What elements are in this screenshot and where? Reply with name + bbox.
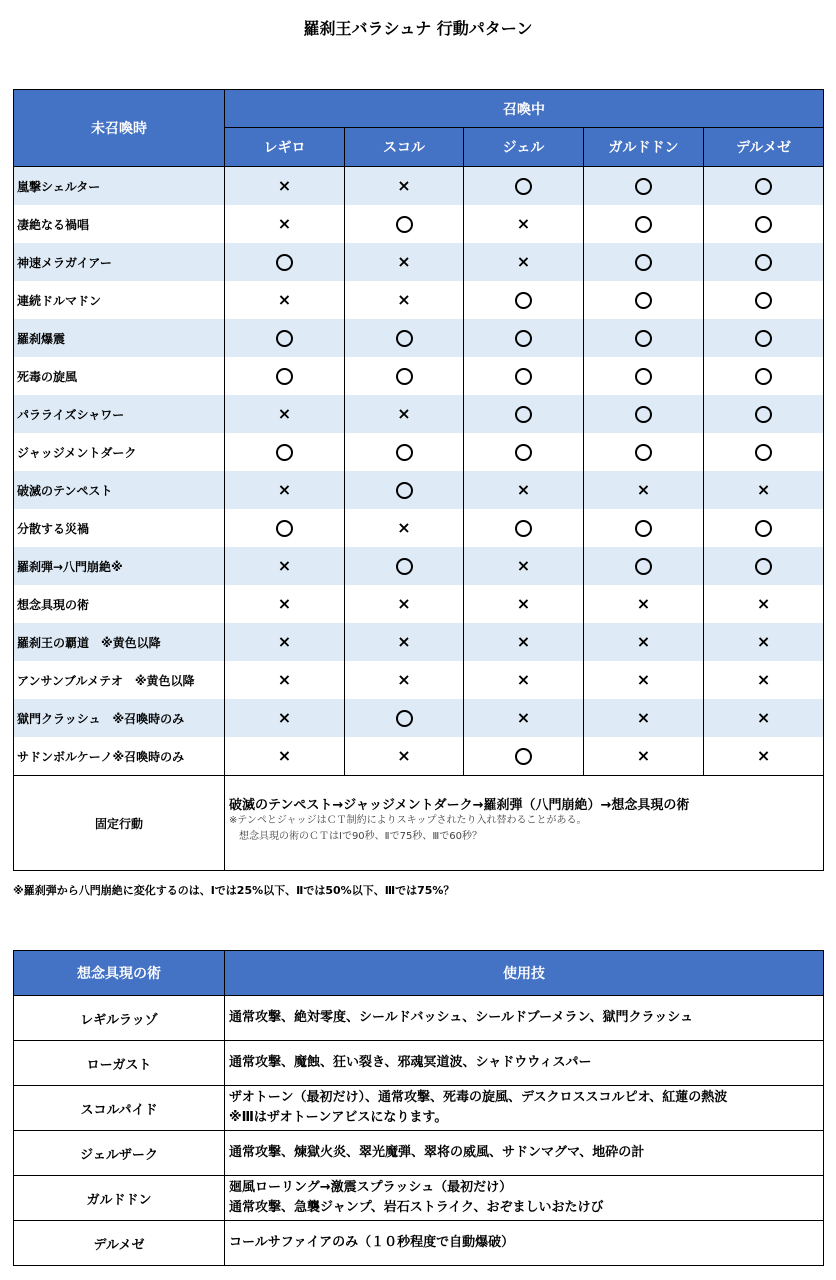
mark-cell — [345, 699, 464, 737]
header-summoned: 召喚中 — [225, 90, 824, 128]
circle-mark-icon — [635, 330, 652, 347]
skill-line: 廻風ローリング→激震スプラッシュ（最初だけ） — [229, 1180, 513, 1195]
cross-mark: × — [636, 746, 651, 765]
mark-cell — [584, 243, 704, 281]
action-pattern-table — [13, 89, 824, 871]
table-row — [14, 395, 824, 433]
cross-mark: × — [756, 670, 771, 689]
circle-mark-icon — [635, 558, 652, 575]
circle-mark-icon — [515, 330, 532, 347]
mark-cell — [345, 661, 464, 699]
circle-mark-icon — [276, 520, 293, 537]
cross-mark: × — [516, 252, 531, 271]
table-row — [14, 243, 824, 281]
cross-mark: × — [516, 556, 531, 575]
mark-cell — [345, 167, 464, 206]
cross-mark: × — [277, 670, 292, 689]
circle-mark-icon — [635, 406, 652, 423]
mark-cell — [584, 205, 704, 243]
table-row — [14, 547, 824, 585]
page-title: 羅刹王バラシュナ 行動パターン — [303, 19, 533, 38]
cross-mark: × — [277, 404, 292, 423]
mark-cell — [584, 167, 704, 206]
table-row — [14, 996, 824, 1041]
action-name: 嵐撃シェルター — [14, 167, 225, 206]
mark-cell — [225, 585, 345, 623]
circle-mark-icon — [635, 444, 652, 461]
table-row — [14, 471, 824, 509]
cross-mark: × — [277, 708, 292, 727]
technique-name: スコルパイド — [14, 1086, 225, 1131]
mark-cell — [464, 509, 584, 547]
cross-mark: × — [636, 632, 651, 651]
cross-mark: × — [277, 556, 292, 575]
mark-cell — [584, 661, 704, 699]
mark-cell — [704, 471, 824, 509]
circle-mark-icon — [755, 368, 772, 385]
cross-mark: × — [277, 290, 292, 309]
circle-mark-icon — [396, 710, 413, 727]
mark-cell — [464, 205, 584, 243]
table-row — [14, 1041, 824, 1086]
circle-mark-icon — [396, 330, 413, 347]
header-summon-col: レギロ — [225, 128, 345, 167]
mark-cell — [704, 547, 824, 585]
skill-line: コールサファイアのみ（１０秒程度で自動爆破） — [229, 1235, 515, 1250]
table-row — [14, 205, 824, 243]
cross-mark: × — [397, 252, 411, 271]
table-row — [14, 585, 824, 623]
cross-mark: × — [756, 708, 771, 727]
mark-cell — [464, 471, 584, 509]
mark-cell — [225, 471, 345, 509]
mark-cell — [225, 319, 345, 357]
technique-name: デルメゼ — [14, 1221, 225, 1266]
skill-line: ※Ⅲはザオトーンアビスになります。 — [229, 1110, 448, 1125]
mark-cell — [584, 281, 704, 319]
circle-mark-icon — [635, 254, 652, 271]
mark-cell — [464, 623, 584, 661]
cross-mark: × — [636, 670, 651, 689]
table-row — [14, 167, 824, 206]
mark-cell — [464, 661, 584, 699]
cross-mark: × — [516, 670, 531, 689]
header-summon-col: ガルドドン — [584, 128, 704, 167]
mark-cell — [704, 395, 824, 433]
mark-cell — [704, 623, 824, 661]
mark-cell — [704, 433, 824, 471]
cross-mark: × — [397, 670, 411, 689]
skill-list — [225, 996, 824, 1041]
skill-line: 通常攻撃、急襲ジャンプ、岩石ストライク、おぞましいおたけび — [229, 1200, 604, 1215]
mark-cell — [584, 357, 704, 395]
skill-line: 通常攻撃、魔蝕、狂い裂き、邪魂冥道波、シャドウウィスパー — [229, 1055, 592, 1070]
cross-mark: × — [516, 708, 531, 727]
circle-mark-icon — [755, 520, 772, 537]
action-name: ジャッジメントダーク — [14, 433, 225, 471]
table-row — [14, 357, 824, 395]
skill-list — [225, 1086, 824, 1131]
skill-list — [225, 1131, 824, 1176]
mark-cell — [225, 699, 345, 737]
circle-mark-icon — [515, 444, 532, 461]
circle-mark-icon — [396, 368, 413, 385]
circle-mark-icon — [276, 368, 293, 385]
action-name: 羅刹弾→八門崩絶※ — [14, 547, 225, 585]
skill-line: 通常攻撃、絶対零度、シールドバッシュ、シールドブーメラン、獄門クラッシュ — [229, 1010, 693, 1025]
circle-mark-icon — [515, 520, 532, 537]
mark-cell — [464, 243, 584, 281]
cross-mark: × — [516, 594, 531, 613]
mark-cell — [464, 395, 584, 433]
mark-cell — [704, 737, 824, 776]
table-row — [14, 699, 824, 737]
table-row — [14, 1176, 824, 1221]
skill-line: ザオトーン（最初だけ）、通常攻撃、死毒の旋風、デスクロススコルピオ、紅蓮の熱波 — [229, 1090, 728, 1105]
mark-cell — [345, 471, 464, 509]
fixed-action-note: 想念具現の術のＣＴはⅠで90秒、Ⅱで75秒、Ⅲで60秒？ — [229, 831, 482, 842]
mark-cell — [704, 243, 824, 281]
cross-mark: × — [636, 480, 651, 499]
circle-mark-icon — [515, 748, 532, 765]
cross-mark: × — [397, 176, 411, 195]
cross-mark: × — [397, 518, 411, 537]
mark-cell — [584, 433, 704, 471]
cross-mark: × — [277, 632, 292, 651]
mark-cell — [704, 585, 824, 623]
circle-mark-icon — [755, 216, 772, 233]
circle-mark-icon — [276, 444, 293, 461]
circle-mark-icon — [755, 444, 772, 461]
mark-cell — [345, 433, 464, 471]
table-row — [14, 1221, 824, 1266]
circle-mark-icon — [635, 216, 652, 233]
cross-mark: × — [277, 176, 292, 195]
mark-cell — [225, 167, 345, 206]
mark-cell — [225, 357, 345, 395]
mark-cell — [464, 585, 584, 623]
action-name: 凄絶なる禍唱 — [14, 205, 225, 243]
mark-cell — [704, 205, 824, 243]
circle-mark-icon — [396, 444, 413, 461]
cross-mark: × — [277, 480, 292, 499]
cross-mark: × — [516, 632, 531, 651]
circle-mark-icon — [755, 178, 772, 195]
mark-cell — [584, 509, 704, 547]
mark-cell — [225, 737, 345, 776]
cross-mark: × — [756, 746, 771, 765]
header-summon-col: スコル — [345, 128, 464, 167]
mark-cell — [225, 243, 345, 281]
table-row — [14, 281, 824, 319]
header-summon-col: デルメゼ — [704, 128, 824, 167]
fixed-action-sequence: 破滅のテンペスト→ジャッジメントダーク→羅刹弾（八門崩絶）→想念具現の術 — [229, 798, 690, 813]
mark-cell — [584, 585, 704, 623]
mark-cell — [584, 547, 704, 585]
mark-cell — [225, 433, 345, 471]
action-name: サドンボルケーノ※召喚時のみ — [14, 737, 225, 776]
fixed-action-note: ※テンペとジャッジはＣＴ制約によりスキップされたり入れ替わることがある。 — [229, 815, 587, 826]
mark-cell — [345, 737, 464, 776]
mark-cell — [345, 243, 464, 281]
table-row — [14, 433, 824, 471]
technique-name: ローガスト — [14, 1041, 225, 1086]
mark-cell — [225, 623, 345, 661]
cross-mark: × — [277, 594, 292, 613]
mark-cell — [464, 281, 584, 319]
circle-mark-icon — [515, 292, 532, 309]
fixed-action-content — [225, 776, 824, 871]
header-unsummoned: 未召喚時 — [14, 90, 225, 167]
circle-mark-icon — [396, 558, 413, 575]
mark-cell — [464, 433, 584, 471]
circle-mark-icon — [755, 292, 772, 309]
cross-mark: × — [277, 746, 292, 765]
table-row — [14, 1131, 824, 1176]
table-row — [14, 1086, 824, 1131]
mark-cell — [225, 661, 345, 699]
table-row — [14, 319, 824, 357]
action-name: 連続ドルマドン — [14, 281, 225, 319]
mark-cell — [704, 281, 824, 319]
mark-cell — [345, 547, 464, 585]
action-name: 神速メラガイアー — [14, 243, 225, 281]
mark-cell — [345, 357, 464, 395]
circle-mark-icon — [635, 520, 652, 537]
table-row — [14, 509, 824, 547]
cross-mark: × — [516, 214, 531, 233]
header-summon-col: ジェル — [464, 128, 584, 167]
mark-cell — [464, 357, 584, 395]
circle-mark-icon — [635, 292, 652, 309]
cross-mark: × — [756, 594, 771, 613]
cross-mark: × — [397, 594, 411, 613]
cross-mark: × — [397, 290, 411, 309]
skill-list — [225, 1221, 824, 1266]
circle-mark-icon — [755, 254, 772, 271]
circle-mark-icon — [276, 330, 293, 347]
skill-list — [225, 1041, 824, 1086]
mark-cell — [464, 319, 584, 357]
fixed-action-label: 固定行動 — [14, 776, 225, 871]
mark-cell — [704, 357, 824, 395]
mark-cell — [584, 395, 704, 433]
action-name: 羅刹王の覇道 ※黄色以降 — [14, 623, 225, 661]
mark-cell — [584, 319, 704, 357]
skill-list — [225, 1176, 824, 1221]
circle-mark-icon — [515, 368, 532, 385]
circle-mark-icon — [755, 558, 772, 575]
table-row — [14, 623, 824, 661]
mark-cell — [225, 205, 345, 243]
table-row — [14, 737, 824, 776]
circle-mark-icon — [396, 482, 413, 499]
circle-mark-icon — [755, 330, 772, 347]
mark-cell — [345, 509, 464, 547]
footnote: ※羅刹弾から八門崩絶に変化するのは、Ⅰでは25%以下、Ⅱでは50%以下、Ⅲでは75%？ — [13, 884, 455, 897]
mark-cell — [345, 585, 464, 623]
skill-line: 通常攻撃、煉獄火炎、翠光魔弾、翠将の威風、サドンマグマ、地砕の計 — [229, 1145, 645, 1160]
header-technique: 想念具現の術 — [14, 951, 225, 996]
mark-cell — [584, 737, 704, 776]
mark-cell — [704, 699, 824, 737]
mark-cell — [584, 623, 704, 661]
technique-name: レギルラッゾ — [14, 996, 225, 1041]
cross-mark: × — [756, 632, 771, 651]
cross-mark: × — [397, 746, 411, 765]
action-name: 死毒の旋風 — [14, 357, 225, 395]
mark-cell — [704, 661, 824, 699]
mark-cell — [225, 547, 345, 585]
mark-cell — [704, 509, 824, 547]
circle-mark-icon — [515, 178, 532, 195]
mark-cell — [225, 281, 345, 319]
circle-mark-icon — [755, 406, 772, 423]
mark-cell — [584, 699, 704, 737]
technique-name: ガルドドン — [14, 1176, 225, 1221]
action-name: アンサンブルメテオ ※黄色以降 — [14, 661, 225, 699]
header-skills: 使用技 — [225, 951, 824, 996]
circle-mark-icon — [396, 216, 413, 233]
cross-mark: × — [516, 480, 531, 499]
circle-mark-icon — [635, 178, 652, 195]
action-name: 羅刹爆震 — [14, 319, 225, 357]
technique-name: ジェルザーク — [14, 1131, 225, 1176]
circle-mark-icon — [515, 406, 532, 423]
action-name: 分散する災禍 — [14, 509, 225, 547]
action-name: 想念具現の術 — [14, 585, 225, 623]
cross-mark: × — [636, 594, 651, 613]
mark-cell — [704, 167, 824, 206]
table-row — [14, 661, 824, 699]
cross-mark: × — [756, 480, 771, 499]
mark-cell — [464, 547, 584, 585]
circle-mark-icon — [635, 368, 652, 385]
mark-cell — [345, 623, 464, 661]
action-name: 破滅のテンペスト — [14, 471, 225, 509]
circle-mark-icon — [276, 254, 293, 271]
mark-cell — [345, 395, 464, 433]
cross-mark: × — [636, 708, 651, 727]
cross-mark: × — [277, 214, 292, 233]
action-name: 獄門クラッシュ ※召喚時のみ — [14, 699, 225, 737]
mark-cell — [225, 509, 345, 547]
mark-cell — [704, 319, 824, 357]
cross-mark: × — [397, 632, 411, 651]
mark-cell — [464, 699, 584, 737]
skill-table — [13, 950, 824, 1266]
mark-cell — [584, 471, 704, 509]
cross-mark: × — [397, 404, 411, 423]
mark-cell — [345, 281, 464, 319]
mark-cell — [345, 205, 464, 243]
mark-cell — [345, 319, 464, 357]
mark-cell — [464, 737, 584, 776]
mark-cell — [225, 395, 345, 433]
mark-cell — [464, 167, 584, 206]
action-name: パラライズシャワー — [14, 395, 225, 433]
